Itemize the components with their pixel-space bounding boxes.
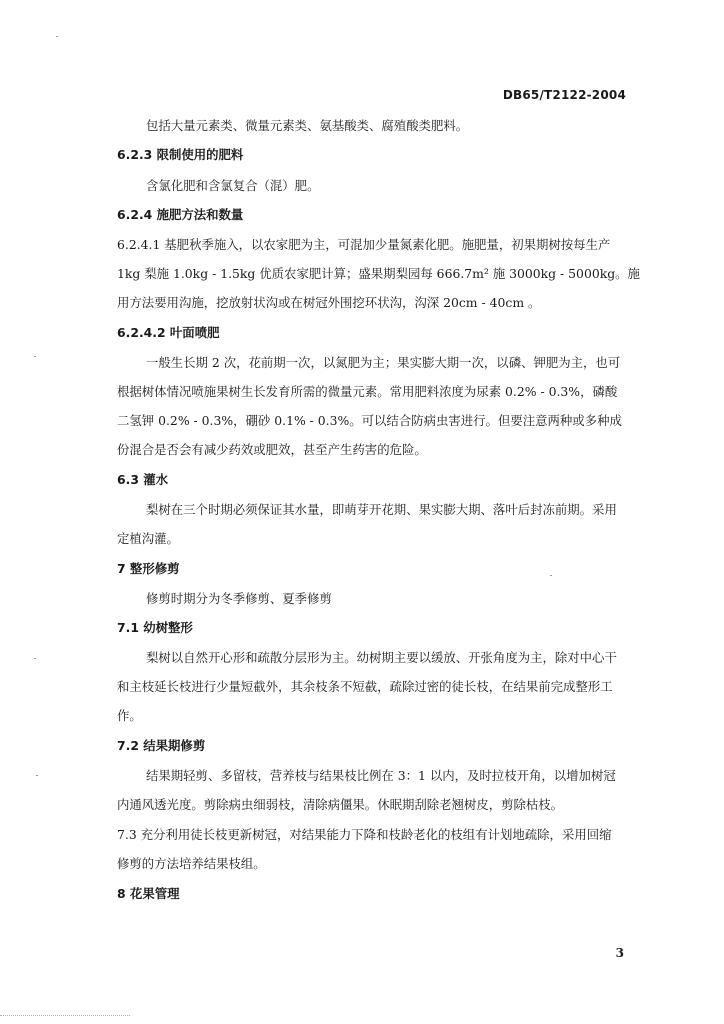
paragraph-line: 6.2.4.1 基肥秋季施入，以农家肥为主，可混加少量氮素化肥。施肥量，初果期树按每生产 [117,237,611,252]
section-heading-6-2-3: 6.2.3 限制使用的肥料 [117,147,244,162]
paragraph-line: 包括大量元素类、微量元素类、氨基酸类、腐殖酸类肥料。 [146,118,469,133]
paragraph-line: 份混合是否会有减少药效或肥效，甚至产生药害的危险。 [117,442,427,457]
paragraph-line: 修剪时期分为冬季修剪、夏季修剪 [146,591,332,606]
section-heading-6-2-4: 6.2.4 施肥方法和数量 [117,207,244,222]
paragraph-line: 1kg 梨施 1.0kg - 1.5kg 优质农家肥计算；盛果期梨园每 666.7m² 施 3000kg - 5000kg。施 [117,266,640,281]
paragraph-line: 结果期轻剪、多留枝，营养枝与结果枝比例在 3：1 以内，及时拉枝开角，以增加树冠 [146,768,616,783]
paragraph-line: 修剪的方法培养结果枝组。 [117,856,266,871]
scan-speck [36,775,38,776]
paragraph-line: 梨树以自然开心形和疏散分层形为主。幼树期主要以缓放、开张角度为主，除对中心干 [146,650,617,665]
paragraph-line: 7.3 充分利用徒长枝更新树冠，对结果能力下降和枝龄老化的枝组有计划地疏除，采用回缩 [117,827,612,842]
paragraph-line: 定植沟灌。 [117,531,179,546]
paragraph-line: 内通风透光度。剪除病虫细弱枝，清除病僵果。休眠期刮除老翘树皮，剪除枯枝。 [117,797,564,812]
scan-edge-line [0,1015,130,1016]
section-heading-7-2: 7.2 结果期修剪 [117,738,206,753]
scan-speck [550,575,552,576]
paragraph-line: 二氢钾 0.2% - 0.3%，硼砂 0.1% - 0.3%。可以结合防病虫害进行。但要注意两种或多种成 [117,413,622,428]
section-heading-7-1: 7.1 幼树整形 [117,620,193,635]
scan-speck [34,658,36,659]
paragraph-line: 用方法要用沟施，挖放射状沟或在树冠外围挖环状沟，沟深 20cm - 40cm 。 [117,295,541,310]
page-number: 3 [615,946,624,960]
scan-speck [56,36,58,37]
section-heading-8: 8 花果管理 [117,886,180,901]
paragraph-line: 梨树在三个时期必须保证其水量，即萌芽开花期、果实膨大期、落叶后封冻前期。采用 [146,502,617,517]
section-heading-7: 7 整形修剪 [117,561,180,576]
scan-speck [34,356,36,357]
section-heading-6-2-4-2: 6.2.4.2 叶面喷肥 [117,325,220,340]
paragraph-line: 根据树体情况喷施果树生长发育所需的微量元素。常用肥料浓度为尿素 0.2% - 0.3%，磷酸 [117,384,618,399]
section-heading-6-3: 6.3 灌水 [117,472,169,487]
document-code: DB65/T2122-2004 [502,88,626,102]
paragraph-line: 一般生长期 2 次，花前期一次，以氮肥为主；果实膨大期一次，以磷、钾肥为主，也可 [146,355,621,370]
paragraph-line: 和主枝延长枝进行少量短截外，其余枝条不短截，疏除过密的徒长枝，在结果前完成整形工 [117,679,613,694]
paragraph-line: 含氯化肥和含氯复合（混）肥。 [146,178,320,193]
paragraph-line: 作。 [117,708,142,723]
